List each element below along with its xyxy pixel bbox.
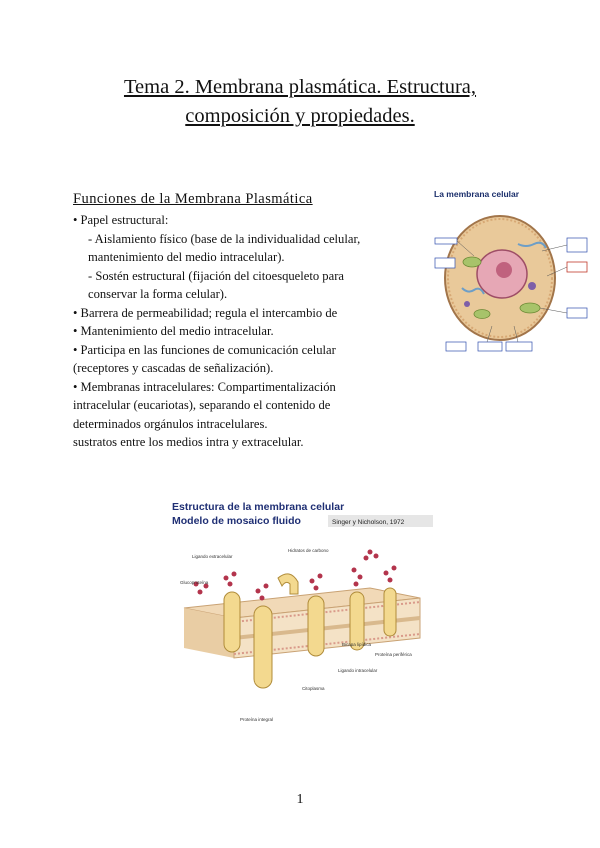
vesicle xyxy=(464,301,470,307)
list-item: sustratos entre los medios intra y extracelular. xyxy=(73,435,304,449)
label-box xyxy=(435,238,457,244)
cell-diagram xyxy=(422,186,592,356)
integral-protein xyxy=(254,606,272,688)
list-item: - Aislamiento físico (base de la individualidad celular, xyxy=(88,231,361,246)
mitochondrion xyxy=(520,303,540,313)
title-line-2: composición y propiedades. xyxy=(185,105,415,127)
list-item: • Papel estructural: xyxy=(73,213,169,227)
cell-membrane-figure xyxy=(422,186,592,356)
membrane-figure-title-2: Modelo de mosaico fluido xyxy=(172,515,301,527)
fluid-mosaic-figure xyxy=(170,496,435,740)
list-item: • Membranas intracelulares: Compartimentalización xyxy=(73,379,336,394)
label-integral-protein: Proteína integral xyxy=(240,717,274,722)
label-phospholipid: Bicapa lipídica xyxy=(342,642,372,647)
peripheral-protein xyxy=(278,574,298,594)
list-item: - Sostén estructural (fijación del citoesqueleto para xyxy=(88,268,344,283)
label-peripheral-protein: Proteína periférica xyxy=(375,652,412,657)
list-item: • Mantenimiento del medio intracelular. xyxy=(73,324,274,338)
page-number: 1 xyxy=(296,792,304,807)
membrane-diagram xyxy=(170,496,435,740)
nucleolus xyxy=(496,262,512,278)
section-heading: Funciones de la Membrana Plasmática xyxy=(73,191,313,207)
figure-credit: Singer y Nicholson, 1972 xyxy=(332,519,405,526)
label-box xyxy=(567,308,587,318)
list-item: • Barrera de permeabilidad; regula el intercambio de xyxy=(73,305,338,320)
label-box xyxy=(567,238,587,252)
list-item: • Participa en las funciones de comunicación celular xyxy=(73,342,336,357)
integral-protein xyxy=(384,588,396,636)
mitochondrion xyxy=(463,257,481,267)
functions-list xyxy=(73,211,413,452)
list-item: intracelular (eucariotas), separando el contenido de xyxy=(73,398,331,412)
label-external-ligand: Ligando extracelular xyxy=(192,554,233,559)
label-box xyxy=(446,342,466,351)
label-box xyxy=(435,258,455,268)
vesicle xyxy=(528,282,536,290)
list-item: conservar la forma celular). xyxy=(88,287,228,301)
mitochondrion xyxy=(474,310,490,319)
cell-figure-title: La membrana celular xyxy=(434,189,520,199)
page-title xyxy=(60,73,540,131)
list-item: (receptores y cascadas de señalización). xyxy=(73,361,274,375)
integral-protein xyxy=(224,592,240,652)
integral-protein xyxy=(308,596,324,656)
label-box xyxy=(506,342,532,351)
label-cytoplasm: Citoplasma xyxy=(302,686,325,691)
title-line-1: Tema 2. Membrana plasmática. Estructura, xyxy=(123,76,477,98)
label-internal-ligand: Ligando intracelular xyxy=(338,668,378,673)
label-carbohydrate: Hidratos de carbono xyxy=(288,548,329,553)
label-glycoprotein: Glucoproteína xyxy=(180,580,209,585)
label-box xyxy=(478,342,502,351)
membrane-figure-title-1: Estructura de la membrana celular xyxy=(172,501,345,513)
list-item: mantenimiento del medio intracelular). xyxy=(88,250,285,264)
label-box xyxy=(567,262,587,272)
list-item: determinados orgánulos intracelulares. xyxy=(73,416,268,431)
